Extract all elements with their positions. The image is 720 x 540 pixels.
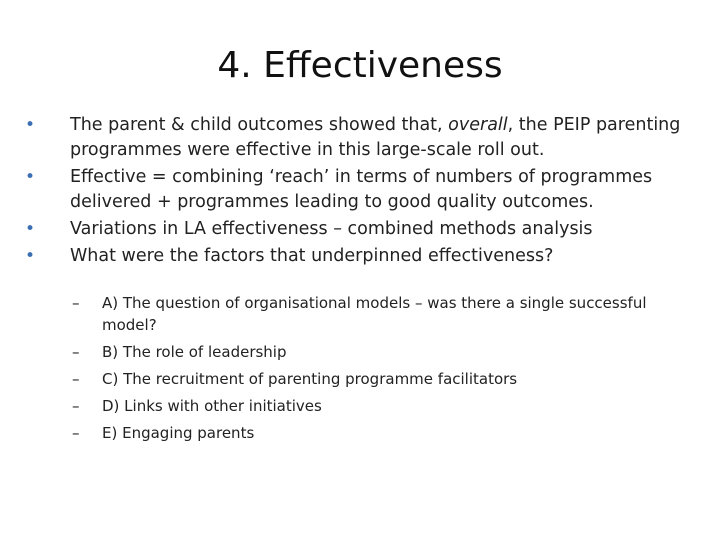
sub-marker: –: [72, 294, 80, 312]
sub-item-engaging-parents: [72, 422, 672, 444]
sub-marker: –: [72, 397, 80, 415]
sub-marker: –: [72, 424, 80, 442]
bullet-text: Variations in LA effectiveness – combined methods analysis: [70, 219, 593, 239]
sub-item-text: B) The role of leadership: [102, 343, 287, 361]
bullet-marker: •: [25, 115, 36, 135]
sub-marker: –: [72, 370, 80, 388]
sub-item-text: A) The question of organisational models – was there a single successful model?: [102, 294, 647, 334]
bullet-text-after: , the PEIP parenting programmes were effective in this large-scale roll out.: [70, 115, 681, 160]
slide-title: 4. Effectiveness: [217, 45, 503, 86]
bullet-marker: •: [25, 246, 36, 266]
sub-item-organisational-models: [72, 292, 672, 336]
bullet-item-effective: [24, 165, 696, 215]
bullet-text: What were the factors that underpinned effectiveness?: [70, 246, 554, 266]
bullet-item-variations: [24, 217, 696, 242]
bullet-marker: •: [25, 167, 36, 187]
sub-item-text: E) Engaging parents: [102, 424, 255, 442]
bullet-item-outcomes: [24, 113, 696, 163]
sub-item-links: [72, 395, 672, 417]
sub-item-text: D) Links with other initiatives: [102, 397, 322, 415]
sub-marker: –: [72, 343, 80, 361]
sub-item-leadership: [72, 341, 672, 363]
bullet-marker: •: [25, 219, 36, 239]
main-bullet-list: [24, 113, 696, 271]
bullet-text: Effective = combining ‘reach’ in terms of numbers of programmes delivered + programmes leading to good quality outcomes.: [70, 167, 653, 212]
bullet-item-factors: [24, 244, 696, 269]
bullet-text-before: The parent & child outcomes showed that,: [70, 115, 449, 135]
factor-sub-list: [72, 292, 672, 449]
sub-item-recruitment: [72, 368, 672, 390]
sub-item-text: C) The recruitment of parenting programme facilitators: [102, 370, 518, 388]
bullet-emphasis: overall: [448, 115, 508, 135]
